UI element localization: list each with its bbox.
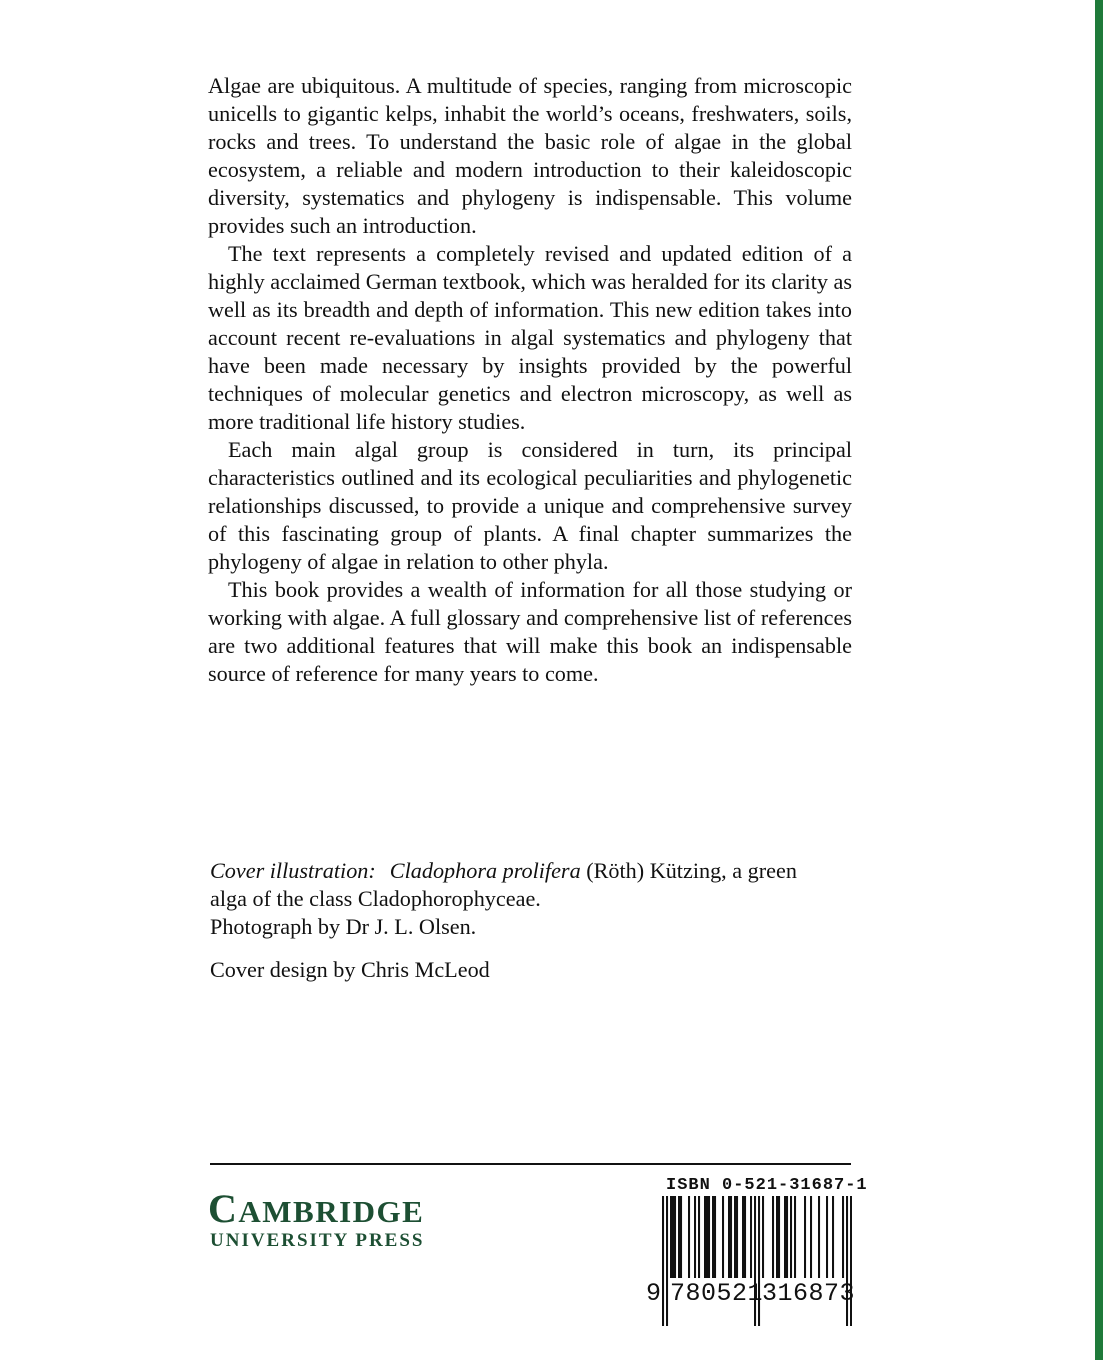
barcode-bar (670, 1196, 672, 1278)
barcode-bar (708, 1196, 710, 1278)
barcode-digits (646, 1279, 856, 1308)
barcode-bar (736, 1196, 738, 1278)
barcode-bar (786, 1196, 788, 1278)
barcode-bar (730, 1196, 732, 1278)
publisher-press: UNIVERSITY PRESS (210, 1230, 425, 1251)
isbn-label: ISBN 0-521-31687-1 (666, 1176, 868, 1195)
cover-illustration-line (210, 857, 860, 885)
barcode-bar (784, 1196, 786, 1278)
barcode-left-digits: 780521 (670, 1279, 764, 1308)
publisher-name-rest: AMBRIDGE (238, 1194, 425, 1229)
barcode-bar (790, 1196, 792, 1278)
barcode-bar (672, 1196, 674, 1278)
edge-stripe (1095, 0, 1103, 1360)
blurb-paragraph-4: This book provides a wealth of information for all those studying or working with algae. A full glossary and comprehensive list of references are two additional features that will make this book an indispensable source of reference for many years to come. (208, 577, 852, 686)
blurb-paragraph-2: The text represents a completely revised and updated edition of a highly acclaimed German textbook, which was heralded for its clarity as well as its breadth and depth of information. This new edition takes into account recent re-evaluations in algal systematics and phylogeny that have been made necessary by insights provided by the powerful techniques of molecular genetics and electron microscopy, as well as more traditional life history studies. (208, 241, 852, 434)
barcode-bar (712, 1196, 714, 1278)
publisher-initial: C (208, 1186, 239, 1231)
barcode-bar (734, 1196, 736, 1278)
blurb-paragraph-1: Algae are ubiquitous. A multitude of species, ranging from microscopic unicells to gigantic kelps, inhabit the world’s oceans, freshwaters, soils, rocks and trees. To understand the basic role of algae in the global ecosystem, a reliable and modern introduction to their kaleidoscopic diversity, systematics and phylogeny is indispensable. This volume provides such an introduction. (208, 73, 852, 238)
barcode-bar (688, 1196, 690, 1278)
barcode-bar (772, 1196, 774, 1278)
barcode-bar (714, 1196, 716, 1278)
barcode-bar (794, 1196, 796, 1278)
species-name: Cladophora prolifera (389, 858, 581, 883)
species-authority: (Röth) Kützing, a green (586, 858, 797, 883)
barcode-right-digits: 316873 (762, 1279, 856, 1308)
barcode-bar (698, 1196, 700, 1278)
divider-rule (210, 1163, 851, 1165)
barcode-bar (694, 1196, 696, 1278)
barcode-bar (678, 1196, 680, 1278)
barcode-bar (818, 1196, 820, 1278)
barcode-bar (826, 1196, 828, 1278)
publisher-logo-name (208, 1186, 425, 1231)
species-class-line: alga of the class Cladophorophyceae. (210, 886, 541, 911)
cover-credits (210, 857, 860, 941)
barcode-bar (674, 1196, 676, 1278)
barcode-bar (842, 1196, 844, 1278)
barcode-bar (706, 1196, 708, 1278)
barcode-bar (704, 1196, 706, 1278)
barcode-bar (680, 1196, 682, 1278)
barcode-bar (762, 1196, 764, 1278)
photograph-credit: Photograph by Dr J. L. Olsen. (210, 914, 477, 939)
barcode-bar (832, 1196, 834, 1278)
barcode-bar (776, 1196, 778, 1278)
barcode-lead-digit: 9 (646, 1279, 662, 1308)
cover-illustration-label: Cover illustration: (210, 858, 376, 883)
barcode-bar (750, 1196, 752, 1278)
barcode-bar (778, 1196, 780, 1278)
cover-design-credit: Cover design by Chris McLeod (210, 957, 490, 982)
blurb-paragraph-3: Each main algal group is considered in turn, its principal characteristics outlined and its ecological peculiarities and phylogenetic relationships discussed, to provide a unique and comprehensive survey of this fascinating group of plants. A final chapter summarizes the phylogeny of algae in relation to other phyla. (208, 437, 852, 574)
barcode-bar (744, 1196, 746, 1278)
barcode-bar (810, 1196, 812, 1278)
barcode-bar (728, 1196, 730, 1278)
barcode-bar (742, 1196, 744, 1278)
barcode-bar (804, 1196, 806, 1278)
blurb-text (208, 72, 852, 688)
barcode-bar (722, 1196, 724, 1278)
